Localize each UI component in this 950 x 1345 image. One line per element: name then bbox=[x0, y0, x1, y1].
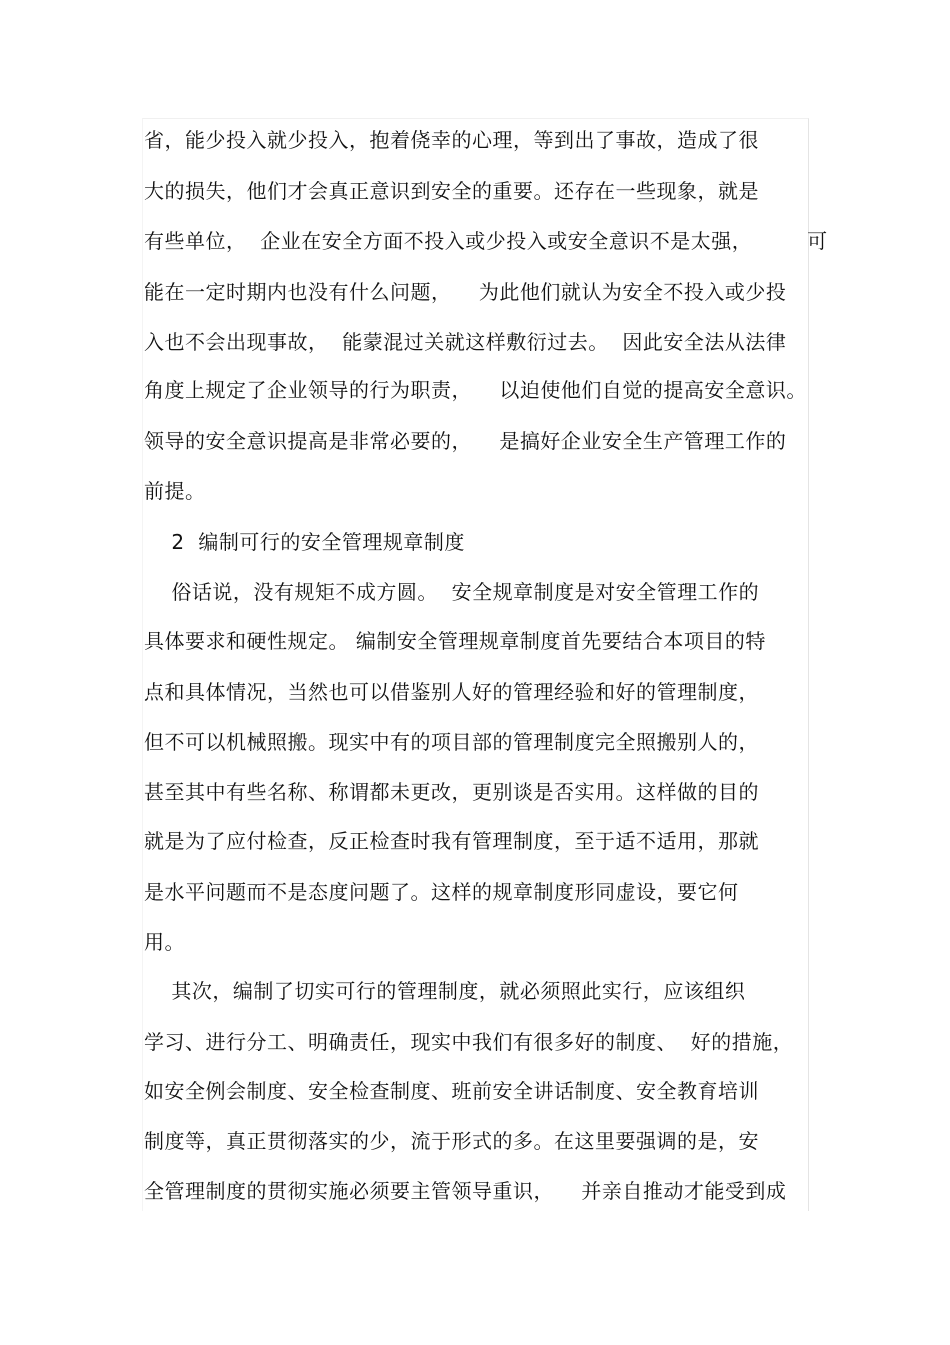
text-line: 用。 bbox=[144, 930, 185, 954]
text-line: 但不可以机械照搬。现实中有的项目部的管理制度完全照搬别人的， bbox=[144, 730, 759, 754]
text-line: 前提。 bbox=[144, 479, 206, 503]
text-line: 俗话说，没有规矩不成方圆。 安全规章制度是对安全管理工作的 bbox=[144, 580, 760, 604]
text-line: 制度等，真正贯彻落实的少，流于形式的多。在这里要强调的是，安 bbox=[144, 1129, 759, 1153]
text-line: 省，能少投入就少投入，抱着侥幸的心理，等到出了事故，造成了很 bbox=[144, 128, 759, 152]
text-line: 能在一定时期内也没有什么问题， 为此他们就认为安全不投入或少投 bbox=[144, 280, 787, 304]
text-line: 甚至其中有些名称、称谓都未更改，更别谈是否实用。这样做的目的 bbox=[144, 780, 759, 804]
text-line: 如安全例会制度、安全检查制度、班前安全讲话制度、安全教育培训 bbox=[144, 1079, 759, 1103]
text-line: 有些单位， 企业在安全方面不投入或少投入或安全意识不是太强， 可 bbox=[144, 229, 828, 253]
text-line: 其次，编制了切实可行的管理制度，就必须照此实行，应该组织 bbox=[144, 979, 746, 1003]
text-line: 领导的安全意识提高是非常必要的， 是搞好企业安全生产管理工作的 bbox=[144, 429, 787, 453]
text-line: 角度上规定了企业领导的行为职责， 以迫使他们自觉的提高安全意识。 bbox=[144, 378, 807, 402]
text-line: 具体要求和硬性规定。 编制安全管理规章制度首先要结合本项目的特 bbox=[144, 629, 766, 653]
text-line: 是水平问题而不是态度问题了。这样的规章制度形同虚设，要它何 bbox=[144, 880, 739, 904]
text-line: 就是为了应付检查，反正检查时我有管理制度，至于适不适用，那就 bbox=[144, 829, 759, 853]
section-heading: 2 编制可行的安全管理规章制度 bbox=[144, 530, 465, 554]
text-line: 全管理制度的贯彻实施必须要主管领导重识， 并亲自推动才能受到成 bbox=[144, 1179, 787, 1203]
text-line: 学习、进行分工、明确责任，现实中我们有很多好的制度、 好的措施， bbox=[144, 1030, 794, 1054]
text-line: 点和具体情况，当然也可以借鉴别人好的管理经验和好的管理制度， bbox=[144, 680, 759, 704]
text-line: 入也不会出现事故， 能蒙混过关就这样敷衍过去。 因此安全法从法律 bbox=[144, 330, 787, 354]
text-line: 大的损失，他们才会真正意识到安全的重要。还存在一些现象，就是 bbox=[144, 179, 759, 203]
